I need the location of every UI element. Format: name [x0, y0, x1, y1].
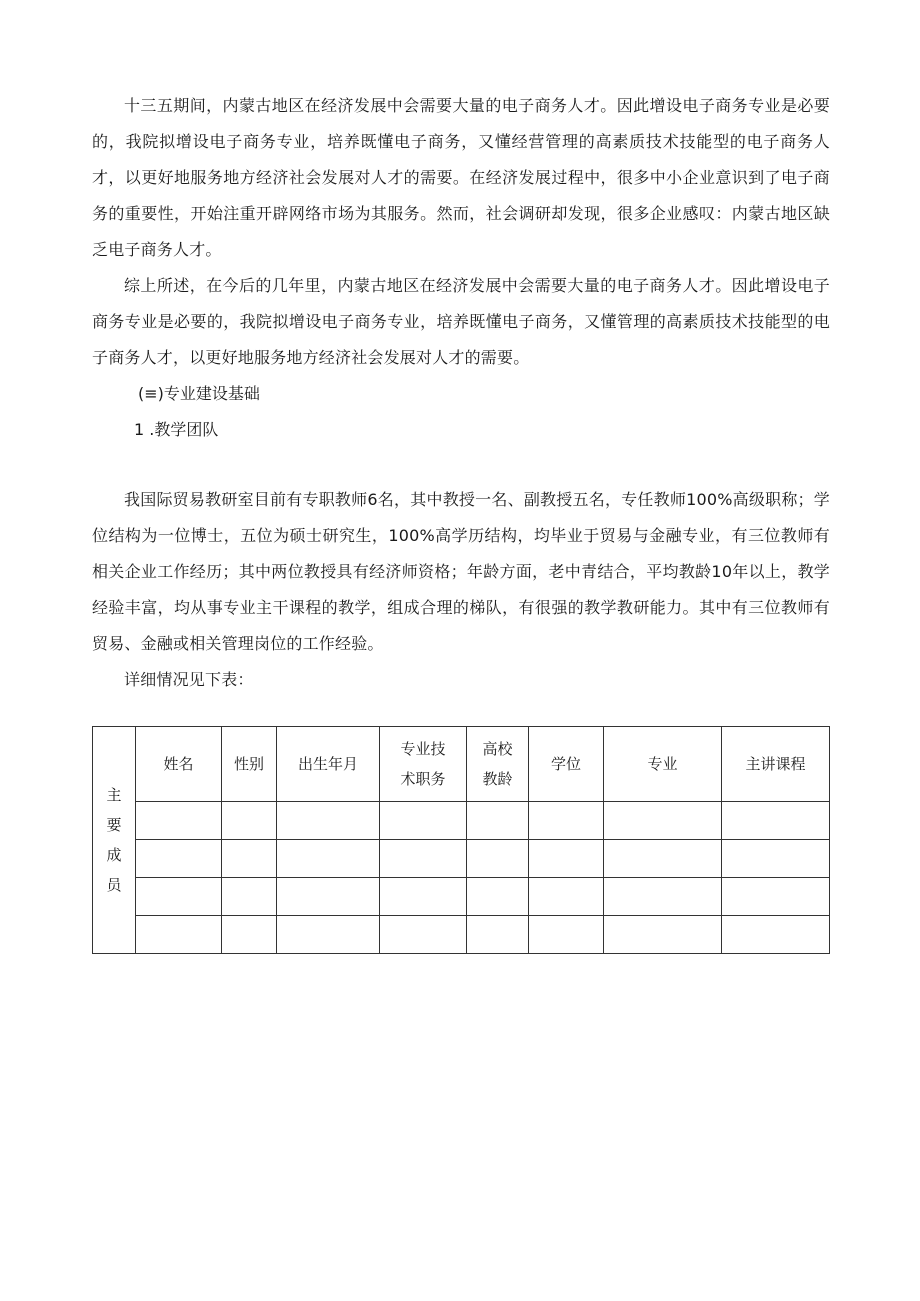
table-cell [529, 878, 604, 916]
header-years-line: 教龄 [482, 770, 513, 788]
table-cell [222, 878, 277, 916]
header-courses: 主讲课程 [722, 727, 830, 802]
table-cell [722, 878, 830, 916]
table-cell [222, 840, 277, 878]
document-page [92, 88, 830, 954]
header-years [467, 727, 529, 802]
table-cell [467, 916, 529, 954]
table-cell [529, 916, 604, 954]
spacer [92, 448, 830, 482]
group-label-char: 员 [106, 876, 122, 894]
table-cell [529, 840, 604, 878]
table-cell [222, 802, 277, 840]
table-cell [277, 840, 380, 878]
table-cell [277, 802, 380, 840]
header-birth: 出生年月 [277, 727, 380, 802]
group-label-char: 要 [106, 816, 122, 834]
header-degree: 学位 [529, 727, 604, 802]
group-label-cell [93, 727, 136, 954]
header-gender: 性别 [222, 727, 277, 802]
subsection-heading: 1 .教学团队 [134, 420, 219, 439]
table-cell [277, 878, 380, 916]
table-cell [722, 802, 830, 840]
paragraph-table-intro: 详细情况见下表： [124, 670, 254, 689]
header-title-line: 术职务 [400, 770, 446, 788]
table-cell [277, 916, 380, 954]
table-cell [136, 802, 222, 840]
table-cell [380, 840, 467, 878]
paragraph-summary: 综上所述，在今后的几年里，内蒙古地区在经济发展中会需要大量的电子商务人才。因此增设电子商务专业是必要的，我院拟增设电子商务专业，培养既懂电子商务，又懂管理的高素质技术技能型的电子商务人才，以更好地服务地方经济社会发展对人才的需要。 [92, 276, 830, 367]
table-row [93, 840, 830, 878]
table-cell [467, 802, 529, 840]
table-header-row [93, 727, 830, 802]
table-cell [222, 916, 277, 954]
table-cell [604, 878, 722, 916]
table-cell [136, 840, 222, 878]
table-row [93, 916, 830, 954]
paragraph-teaching-team: 我国际贸易教研室目前有专职教师6名，其中教授一名、副教授五名，专任教师100%高级职称；学位结构为一位博士，五位为硕士研究生，100%高学历结构，均毕业于贸易与金融专业，有三位教师有相关企业工作经历；其中两位教授具有经济师资格；年龄方面，老中青结合，平均教龄10年以上，教学经验丰富，均从事专业主干课程的教学，组成合理的梯队，有很强的教学教研能力。其中有三位教师有贸易、金融或相关管理岗位的工作经验。 [92, 490, 830, 653]
table-cell [604, 916, 722, 954]
group-label-char: 成 [106, 846, 122, 864]
table-cell [136, 916, 222, 954]
paragraph-talent-demand: 十三五期间，内蒙古地区在经济发展中会需要大量的电子商务人才。因此增设电子商务专业是必要的，我院拟增设电子商务专业，培养既懂电子商务，又懂经营管理的高素质技术技能型的电子商务人才，以更好地服务地方经济社会发展对人才的需要。在经济发展过程中，很多中小企业意识到了电子商务的重要性，开始注重开辟网络市场为其服务。然而，社会调研却发现，很多企业感叹：内蒙古地区缺乏电子商务人才。 [92, 96, 830, 259]
table-cell [467, 878, 529, 916]
table-cell [529, 802, 604, 840]
members-table [92, 726, 830, 954]
table-cell [604, 802, 722, 840]
header-title-line: 专业技 [400, 740, 446, 758]
table-cell [380, 878, 467, 916]
header-title [380, 727, 467, 802]
table-cell [604, 840, 722, 878]
header-name: 姓名 [136, 727, 222, 802]
table-cell [136, 878, 222, 916]
table-row [93, 878, 830, 916]
header-years-line: 高校 [482, 740, 513, 758]
table-cell [722, 840, 830, 878]
header-major: 专业 [604, 727, 722, 802]
table-cell [380, 802, 467, 840]
group-label-char: 主 [106, 786, 122, 804]
spacer [92, 698, 830, 726]
table-cell [380, 916, 467, 954]
table-cell [722, 916, 830, 954]
section-heading: (≡)专业建设基础 [138, 384, 260, 403]
table-row [93, 802, 830, 840]
table-cell [467, 840, 529, 878]
